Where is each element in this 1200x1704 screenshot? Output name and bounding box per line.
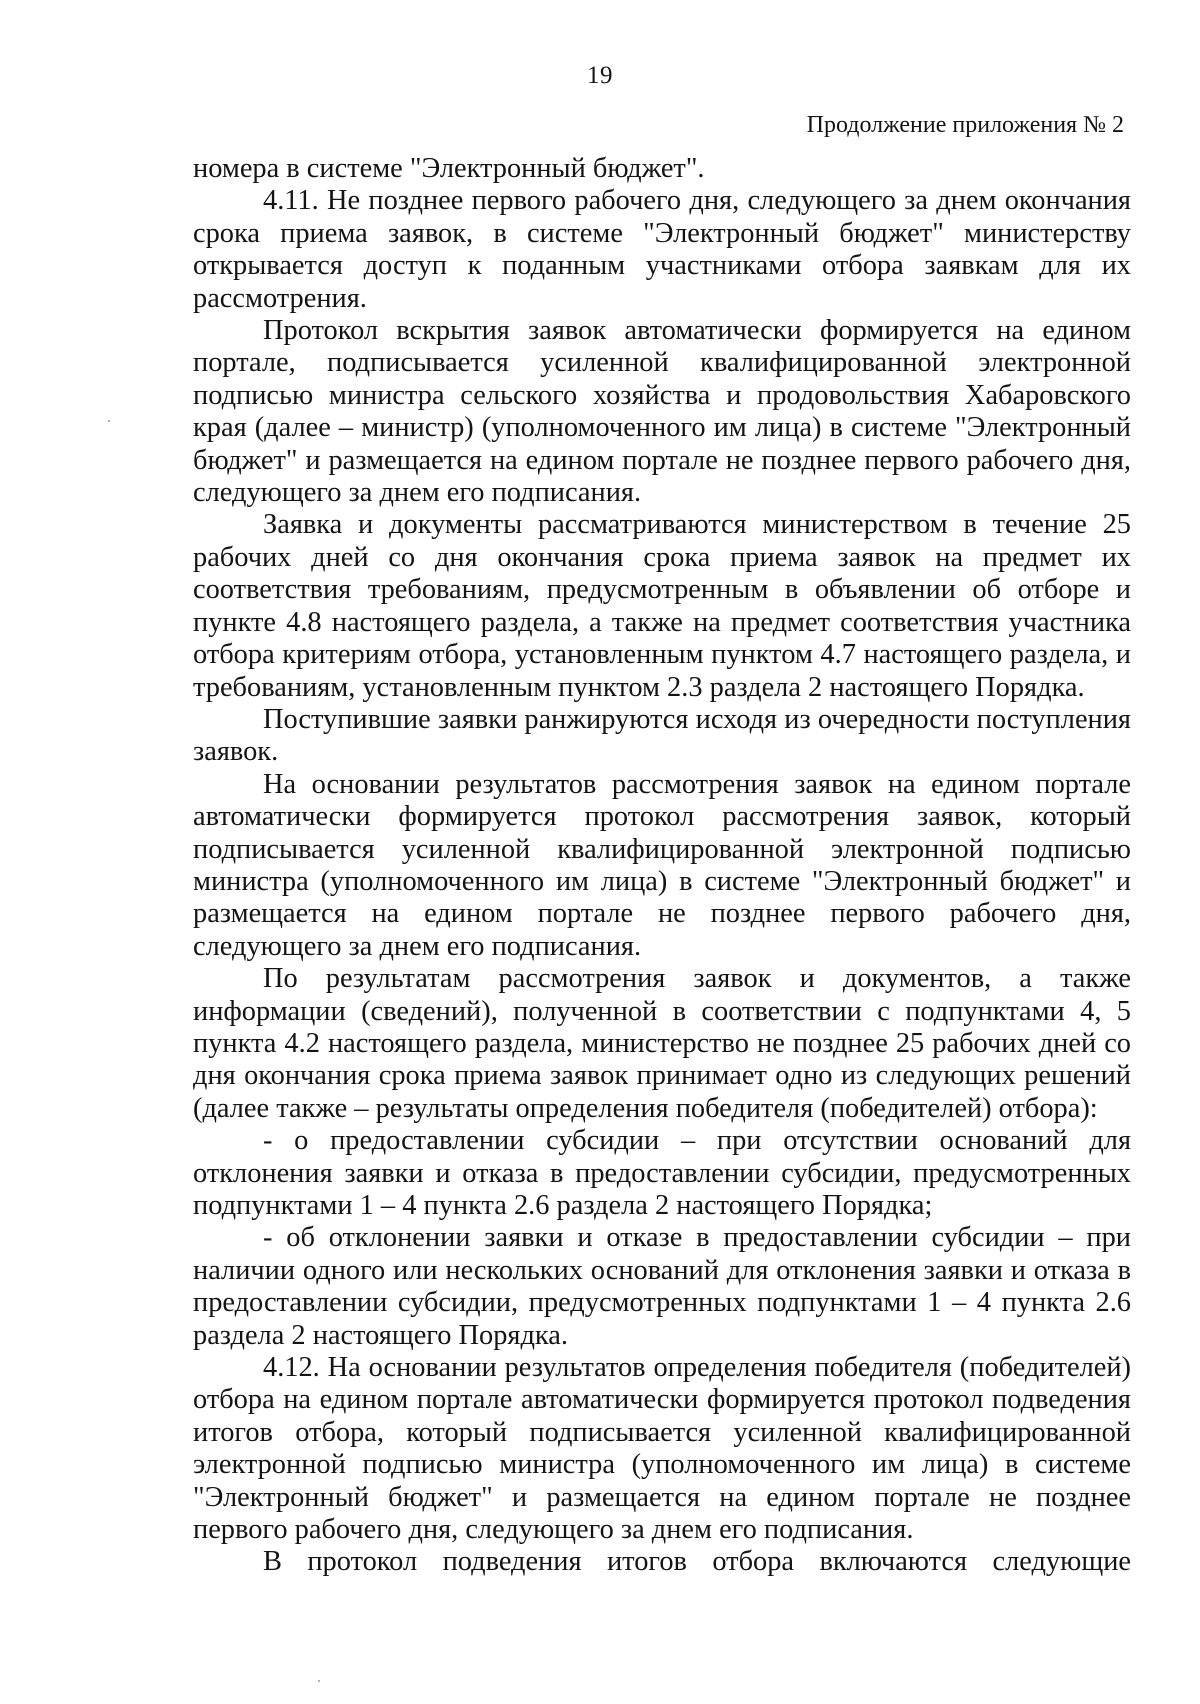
paragraph-decisions: По результатам рассмотрения заявок и документов, а также информации (сведений), полученной в соответствии с подпунктами 4, 5 пункта 4.2 настоящего раздела, министерство не позднее 25 рабочих дней со дня окончания срока приема заявок принимает одно из следующих решений (далее также – результаты определения победителя (победителей) отбора): — [193, 963, 1131, 1124]
list-item-grant-subsidy: - о предоставлении субсидии – при отсутствии оснований для отклонения заявки и отказа в предоставлении субсидии, предусмотренных подпунктами 1 – 4 пункта 2.6 раздела 2 настоящего Порядка; — [193, 1125, 1131, 1221]
paragraph-continuation: номера в системе "Электронный бюджет". — [193, 153, 705, 184]
list-item-reject-application: - об отклонении заявки и отказе в предоставлении субсидии – при наличии одного или нескольких оснований для отклонения заявки и отказа в предоставлении субсидии, предусмотренных подпунктами 1 – 4 пункта 2.6 раздела 2 настоящего Порядка. — [193, 1222, 1131, 1351]
paragraph-opening-protocol: Протокол вскрытия заявок автоматически формируется на едином портале, подписывается усиленной квалифицированной электронной подписью министра сельского хозяйства и продовольствия Хабаровского края (далее – министр) (уполномоченного им лица) в системе "Электронный бюджет" и размещается на едином портале не позднее первого рабочего дня, следующего за днем его подписания. — [193, 315, 1131, 509]
document-body — [193, 153, 1131, 1579]
scan-speck — [108, 420, 110, 422]
page-number: 19 — [587, 62, 613, 89]
paragraph-4-12: 4.12. На основании результатов определения победителя (победителей) отбора на едином портале автоматически формируется протокол подведения итогов отбора, который подписывается усиленной квалифицированной электронной подписью министра (уполномоченного им лица) в системе "Электронный бюджет" и размещается на едином портале не позднее первого рабочего дня, следующего за днем его подписания. — [193, 1352, 1131, 1546]
paragraph-results-protocol-contents: В протокол подведения итогов отбора включаются следующие — [263, 1546, 1131, 1578]
scan-speck — [318, 1680, 320, 1682]
appendix-continuation-note: Продолжение приложения № 2 — [806, 112, 1124, 138]
paragraph-4-11: 4.11. Не позднее первого рабочего дня, следующего за днем окончания срока приема заявок, в системе "Электронный бюджет" министерству открывается доступ к поданным участниками отбора заявкам для их рассмотрения. — [193, 185, 1131, 314]
paragraph-ranking: Поступившие заявки ранжируются исходя из очередности поступления заявок. — [193, 703, 1131, 768]
paragraph-review-protocol: На основании результатов рассмотрения заявок на едином портале автоматически формируется протокол рассмотрения заявок, который подписывается усиленной квалифицированной электронной подписью министра (уполномоченного им лица) в системе "Электронный бюджет" и размещается на едином портале не позднее первого рабочего дня, следующего за днем его подписания. — [193, 768, 1131, 962]
paragraph-review-terms: Заявка и документы рассматриваются министерством в течение 25 рабочих дней со дня окончания срока приема заявок на предмет их соответствия требованиям, предусмотренным в объявлении об отборе и пункте 4.8 настоящего раздела, а также на предмет соответствия участника отбора критериям отбора, установленным пунктом 4.7 настоящего раздела, и требованиям, установленным пунктом 2.3 раздела 2 настоящего Порядка. — [193, 509, 1131, 703]
